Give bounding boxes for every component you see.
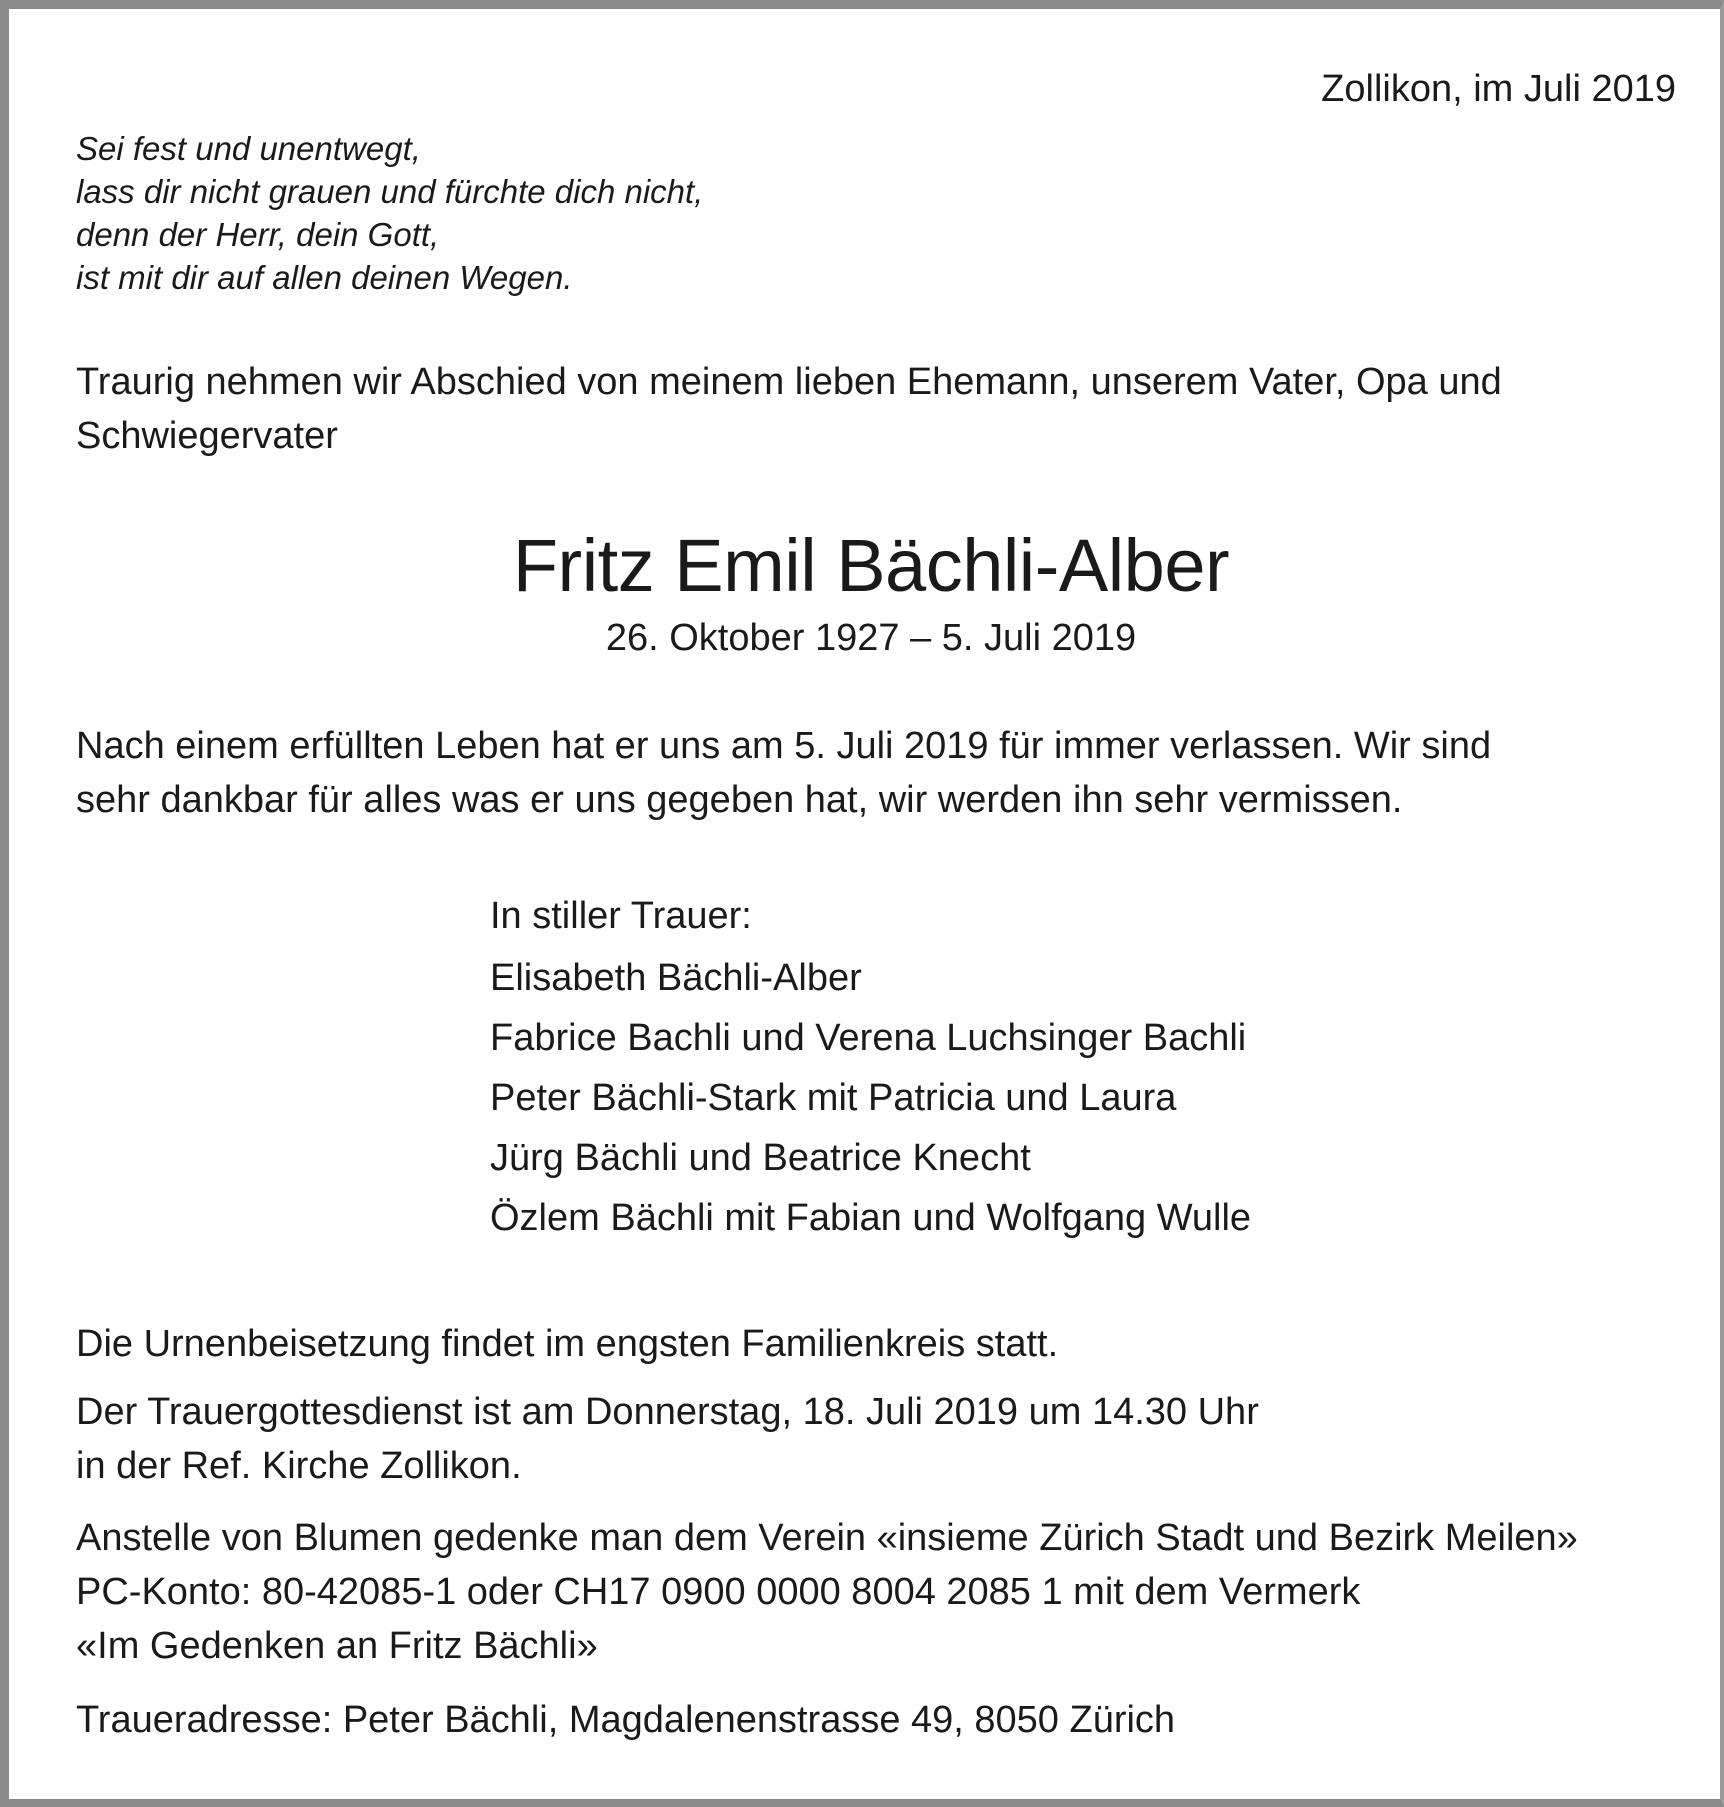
service-line: Der Trauergottesdienst ist am Donnerstag, 18. Juli 2019 um 14.30 Uhr [76, 1391, 1259, 1433]
verse-line: lass dir nicht grauen und fürchte dich nicht, [76, 173, 704, 210]
mourner-name: Peter Bächli-Stark mit Patricia und Laura [490, 1077, 1177, 1119]
family-note: Die Urnenbeisetzung findet im engsten Familienkreis statt. [76, 1323, 1059, 1365]
verse-line: Sei fest und unentwegt, [76, 130, 421, 167]
mourners-list [490, 889, 1251, 1248]
donation-line: PC-Konto: 80-42085-1 oder CH17 0900 0000 8004 2085 1 mit dem Vermerk [76, 1571, 1361, 1613]
deceased-block [9, 521, 1724, 665]
mourner-name: Elisabeth Bächli-Alber [490, 957, 862, 999]
donation-line: Anstelle von Blumen gedenke man dem Verein «insieme Zürich Stadt und Bezirk Meilen» [76, 1517, 1578, 1559]
farewell-paragraph [76, 719, 1491, 827]
deceased-name: Fritz Emil Bächli-Alber [512, 524, 1230, 607]
bible-verse [76, 127, 703, 299]
intro-line: Schwiegervater [76, 415, 338, 457]
donation-line: «Im Gedenken an Fritz Bächli» [76, 1625, 598, 1667]
verse-line: denn der Herr, dein Gott, [76, 216, 440, 253]
paragraph-line: sehr dankbar für alles was er uns gegeben hat, wir werden ihn sehr vermissen. [76, 779, 1403, 821]
intro-line: Traurig nehmen wir Abschied von meinem lieben Ehemann, unserem Vater, Opa und [76, 361, 1502, 403]
mourning-heading: In stiller Trauer: [490, 895, 752, 937]
service-line: in der Ref. Kirche Zollikon. [76, 1445, 522, 1487]
mourner-name: Fabrice Bachli und Verena Luchsinger Bachli [490, 1017, 1247, 1059]
service-info [76, 1385, 1259, 1493]
verse-line: ist mit dir auf allen deinen Wegen. [76, 259, 573, 296]
life-dates: 26. Oktober 1927 – 5. Juli 2019 [605, 617, 1137, 659]
donation-info [76, 1511, 1578, 1673]
mourner-name: Jürg Bächli und Beatrice Knecht [490, 1137, 1031, 1179]
place-date: Zollikon, im Juli 2019 [1321, 68, 1676, 110]
paragraph-line: Nach einem erfüllten Leben hat er uns am 5. Juli 2019 für immer verlassen. Wir sind [76, 725, 1492, 767]
intro-text [76, 355, 1502, 463]
mourner-name: Özlem Bächli mit Fabian und Wolfgang Wulle [490, 1197, 1252, 1239]
mourning-address: Traueradresse: Peter Bächli, Magdalenenstrasse 49, 8050 Zürich [76, 1699, 1176, 1741]
